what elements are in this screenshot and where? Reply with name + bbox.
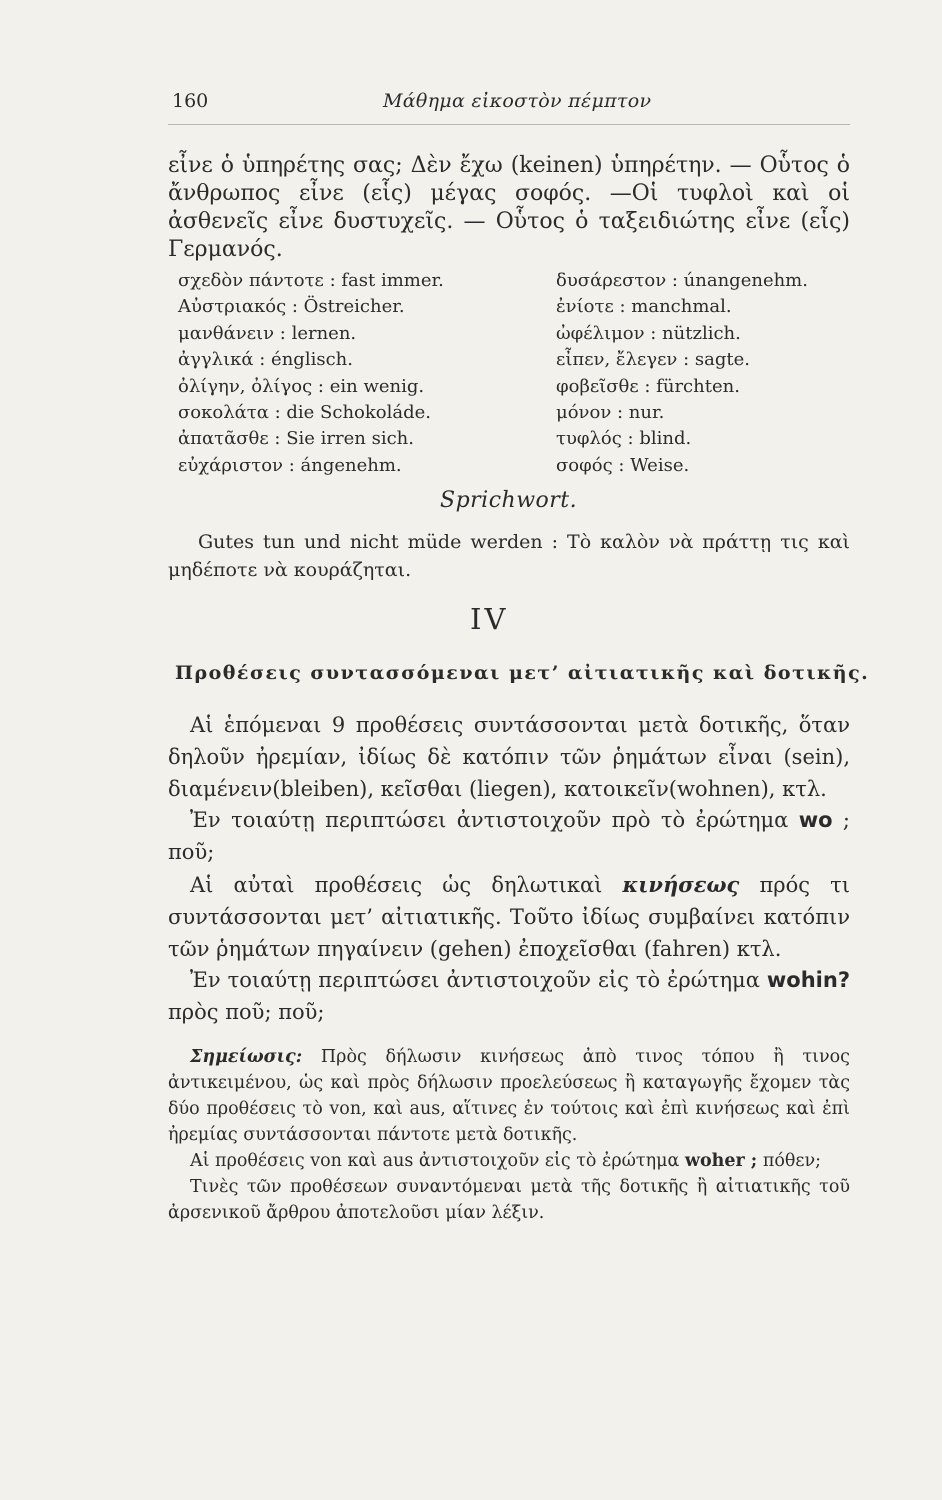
proverb-text: Gutes tun und nicht müde werden : Τὸ καλὸν νὰ πράττῃ τις καὶ μηδέποτε νὰ κουράζηται. — [168, 531, 850, 581]
note-label: Σημείωσις: — [190, 1047, 303, 1067]
section-number: IV — [470, 602, 509, 636]
note-paragraph — [168, 1044, 850, 1148]
note-paragraph — [168, 1148, 850, 1174]
intro-paragraph: εἶνε ὁ ὑπηρέτης σας; Δὲν ἔχω (keinen) ὑπηρέτην. — Οὗτος ὁ ἄνθρωπος εἶνε (εἷς) μέγας σοφός. —Οἱ τυφλοὶ καὶ οἱ ἀσθενεῖς εἶνε δυστυχεῖς. — Οὗτος ὁ ταξειδιώτης εἶνε (εἷς) Γερμανός. — [168, 153, 850, 262]
vocab-entry: Αὐστριακός : Östreicher. — [178, 296, 405, 318]
vocab-entry: ἀπατᾶσθε : Sie irren sich. — [178, 428, 414, 450]
page-number: 160 — [172, 90, 209, 112]
page-header — [168, 90, 850, 120]
body-paragraph — [168, 965, 850, 1029]
body-paragraph: Αἱ ἑπόμεναι 9 προθέσεις συντάσσονται μετὰ δοτικῆς, ὅταν δηλοῦν ἠρεμίαν, ἰδίως δὲ κατόπιν τῶν ῥημάτων εἶναι (sein), διαμένειν(bleiben), κεῖσθαι (liegen), κατοικεῖν(wohnen), κτλ. — [168, 713, 850, 801]
section-body — [168, 710, 850, 1029]
note-block — [168, 1044, 850, 1226]
note-text-part: Αἱ προθέσεις von καὶ aus ἀντιστοιχοῦν εἰς τὸ ἐρώτημα — [190, 1151, 680, 1171]
proverb-heading: Sprichwort. — [440, 488, 578, 513]
header-rule — [168, 124, 850, 125]
vocab-entry: φοβεῖσθε : fürchten. — [556, 375, 740, 397]
vocab-entry: δυσάρεστον : únangenehm. — [556, 270, 808, 291]
vocab-entry: σοκολάτα : die Schokoláde. — [178, 402, 432, 424]
vocab-entry: ἀγγλικά : énglisch. — [178, 349, 353, 371]
vocab-entry: τυφλός : blind. — [556, 428, 692, 450]
vocab-entry: μανθάνειν : lernen. — [178, 322, 357, 344]
vocab-entry: εἶπεν, ἔλεγεν : sagte. — [556, 349, 750, 371]
vocabulary-column-left — [178, 268, 548, 479]
note-text-part: πόθεν; — [762, 1151, 822, 1171]
body-text-part: πρὸς ποῦ; ποῦ; — [168, 1000, 325, 1025]
section-title: Προθέσεις συντασσόμεναι μετ’ αἰτιατικῆς καὶ δοτικῆς. — [175, 662, 870, 684]
note-text-part: Πρὸς δήλωσιν κινήσεως ἀπὸ τινος τόπου ἢ τινος ἀντικειμένου, ὡς καὶ πρὸς δήλωσιν προελεύσεως ἢ καταγωγῆς ἔχομεν τὰς δύο προθέσεις τὸ von, καὶ aus, αἵτινες ἐν τούτοις καὶ ἐπὶ κινήσεως καὶ ἐπὶ ἠρεμίας συντάσσονται πάντοτε μετὰ δοτικῆς. — [168, 1047, 850, 1145]
vocab-entry: σχεδὸν πάντοτε : fast immer. — [178, 270, 444, 291]
vocab-entry: ὠφέλιμον : nützlich. — [556, 322, 741, 344]
keyword-wo: wo — [798, 808, 833, 833]
keyword-wohin: wohin? — [766, 968, 850, 993]
note-paragraph: Τινὲς τῶν προθέσεων συναντόμεναι μετὰ τῆς δοτικῆς ἢ αἰτιατικῆς τοῦ ἀρσενικοῦ ἄρθρου ἀποτελοῦσι μίαν λέξιν. — [168, 1177, 850, 1223]
body-paragraph — [168, 869, 850, 965]
vocab-entry: εὐχάριστον : ángenehm. — [178, 454, 402, 476]
vocabulary-column-right — [556, 268, 856, 479]
vocab-entry: μόνον : nur. — [556, 402, 665, 424]
running-title: Μάθημα εἰκοστὸν πέμπτον — [383, 90, 652, 112]
keyword-woher: woher ; — [684, 1151, 758, 1171]
vocab-entry: ὀλίγην, ὀλίγος : ein wenig. — [178, 375, 425, 397]
body-text-part: Ἐν τοιαύτῃ περιπτώσει ἀντιστοιχοῦν πρὸ τὸ ἐρώτημα — [190, 808, 789, 833]
body-paragraph — [168, 805, 850, 869]
body-text-part: πρός τι συντάσσονται μετ’ αἰτιατικῆς. Τοῦτο ἰδίως συμβαίνει κατόπιν τῶν ῥημάτων πηγαίνειν (gehen) ἐποχεῖσθαι (fahren) κτλ. — [168, 872, 850, 961]
emphasis-word: κινήσεως — [622, 871, 740, 897]
vocab-entry: ἐνίοτε : manchmal. — [556, 296, 732, 318]
body-text-part: Ἐν τοιαύτῃ περιπτώσει ἀντιστοιχοῦν εἰς τὸ ἐρώτημα — [190, 968, 760, 993]
body-text-part: ; ποῦ; — [168, 808, 850, 865]
vocab-entry: σοφός : Weise. — [556, 454, 690, 476]
body-text-part: Αἱ αὐταὶ προθέσεις ὡς δηλωτικαὶ — [190, 872, 603, 897]
